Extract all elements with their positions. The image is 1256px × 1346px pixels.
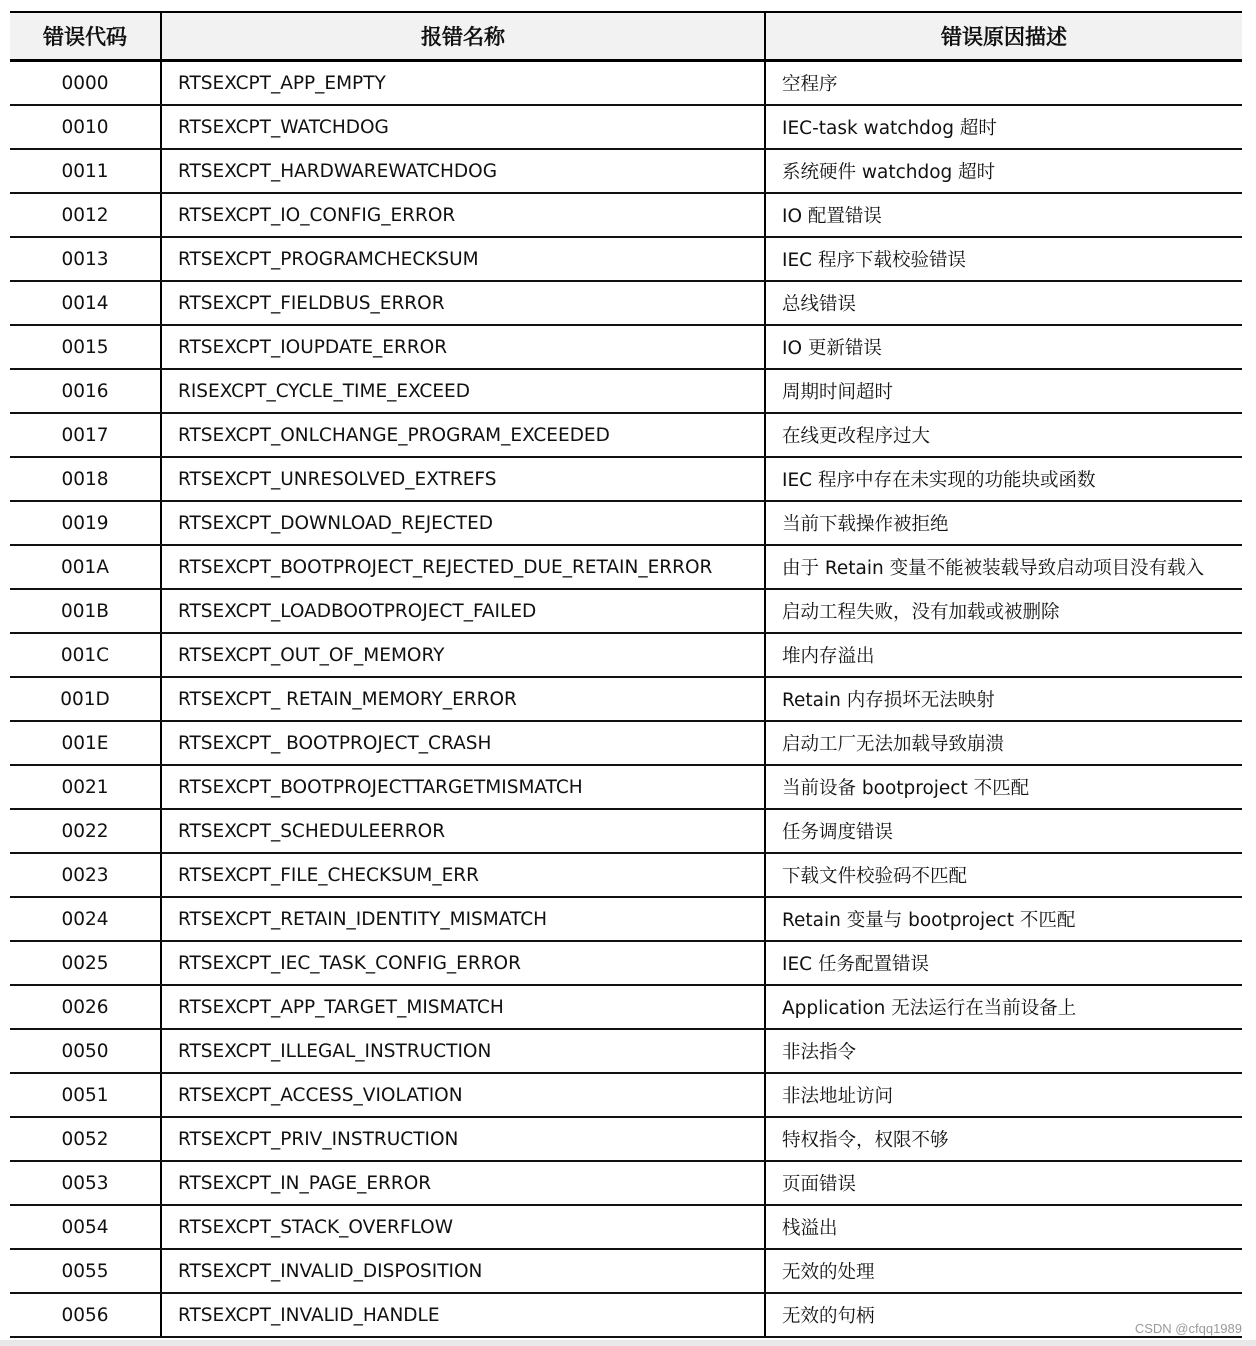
table-row: [10, 985, 1242, 1029]
cell-error-name: RTSEXCPT_PROGRAMCHECKSUM: [161, 237, 765, 281]
cell-error-code: 001C: [10, 633, 161, 677]
cell-error-description: Application 无法运行在当前设备上: [765, 985, 1242, 1029]
cell-error-name: RTSEXCPT_STACK_OVERFLOW: [161, 1205, 765, 1249]
cell-error-description: IO 配置错误: [765, 193, 1242, 237]
table-header-row: [10, 12, 1242, 61]
table-row: [10, 765, 1242, 809]
cell-error-name: RTSEXCPT_DOWNLOAD_REJECTED: [161, 501, 765, 545]
cell-error-description: 无效的处理: [765, 1249, 1242, 1293]
cell-error-name: RISEXCPT_CYCLE_TIME_EXCEED: [161, 369, 765, 413]
cell-error-code: 0024: [10, 897, 161, 941]
table-row: [10, 105, 1242, 149]
cell-error-name: RTSEXCPT_RETAIN_IDENTITY_MISMATCH: [161, 897, 765, 941]
cell-error-code: 0013: [10, 237, 161, 281]
cell-error-name: RTSEXCPT_APP_TARGET_MISMATCH: [161, 985, 765, 1029]
table-row: [10, 281, 1242, 325]
cell-error-code: 0056: [10, 1293, 161, 1337]
table-row: [10, 853, 1242, 897]
header-error-name: 报错名称: [161, 12, 765, 61]
table-row: [10, 589, 1242, 633]
cell-error-name: RTSEXCPT_WATCHDOG: [161, 105, 765, 149]
table-row: [10, 941, 1242, 985]
cell-error-code: 0025: [10, 941, 161, 985]
table-row: [10, 149, 1242, 193]
cell-error-description: 空程序: [765, 61, 1242, 106]
cell-error-code: 0052: [10, 1117, 161, 1161]
cell-error-name: RTSEXCPT_ILLEGAL_INSTRUCTION: [161, 1029, 765, 1073]
table-row: [10, 1249, 1242, 1293]
cell-error-description: IEC 程序下载校验错误: [765, 237, 1242, 281]
cell-error-description: 栈溢出: [765, 1205, 1242, 1249]
cell-error-code: 0014: [10, 281, 161, 325]
cell-error-code: 0017: [10, 413, 161, 457]
cell-error-name: RTSEXCPT_PRIV_INSTRUCTION: [161, 1117, 765, 1161]
cell-error-description: IEC 程序中存在未实现的功能块或函数: [765, 457, 1242, 501]
table-row: [10, 897, 1242, 941]
cell-error-description: 无效的句柄: [765, 1293, 1242, 1337]
cell-error-name: RTSEXCPT_ONLCHANGE_PROGRAM_EXCEEDED: [161, 413, 765, 457]
table-row: [10, 61, 1242, 106]
cell-error-code: 0012: [10, 193, 161, 237]
header-error-code: 错误代码: [10, 12, 161, 61]
cell-error-code: 0055: [10, 1249, 161, 1293]
table-row: [10, 677, 1242, 721]
table-row: [10, 1161, 1242, 1205]
header-error-description: 错误原因描述: [765, 12, 1242, 61]
cell-error-description: 系统硬件 watchdog 超时: [765, 149, 1242, 193]
cell-error-description: 特权指令，权限不够: [765, 1117, 1242, 1161]
cell-error-description: 启动工厂无法加载导致崩溃: [765, 721, 1242, 765]
cell-error-name: RTSEXCPT_IOUPDATE_ERROR: [161, 325, 765, 369]
table-row: [10, 545, 1242, 589]
cell-error-name: RTSEXCPT_BOOTPROJECTTARGETMISMATCH: [161, 765, 765, 809]
cell-error-description: IEC 任务配置错误: [765, 941, 1242, 985]
cell-error-name: RTSEXCPT_ RETAIN_MEMORY_ERROR: [161, 677, 765, 721]
cell-error-name: RTSEXCPT_APP_EMPTY: [161, 61, 765, 106]
cell-error-description: 堆内存溢出: [765, 633, 1242, 677]
table-row: [10, 1029, 1242, 1073]
cell-error-code: 001D: [10, 677, 161, 721]
cell-error-description: 下载文件校验码不匹配: [765, 853, 1242, 897]
table-row: [10, 325, 1242, 369]
cell-error-code: 0000: [10, 61, 161, 106]
table-row: [10, 369, 1242, 413]
cell-error-code: 0010: [10, 105, 161, 149]
cell-error-description: Retain 变量与 bootproject 不匹配: [765, 897, 1242, 941]
cell-error-name: RTSEXCPT_OUT_OF_MEMORY: [161, 633, 765, 677]
table-row: [10, 721, 1242, 765]
cell-error-code: 0018: [10, 457, 161, 501]
cell-error-name: RTSEXCPT_UNRESOLVED_EXTREFS: [161, 457, 765, 501]
cell-error-code: 0054: [10, 1205, 161, 1249]
table-row: [10, 457, 1242, 501]
cell-error-name: RTSEXCPT_INVALID_DISPOSITION: [161, 1249, 765, 1293]
error-code-table: [10, 11, 1242, 1338]
cell-error-name: RTSEXCPT_SCHEDULEERROR: [161, 809, 765, 853]
cell-error-name: RTSEXCPT_FIELDBUS_ERROR: [161, 281, 765, 325]
table-row: [10, 193, 1242, 237]
cell-error-description: 非法地址访问: [765, 1073, 1242, 1117]
cell-error-name: RTSEXCPT_INVALID_HANDLE: [161, 1293, 765, 1337]
cell-error-description: 页面错误: [765, 1161, 1242, 1205]
cell-error-description: 当前下载操作被拒绝: [765, 501, 1242, 545]
cell-error-code: 001B: [10, 589, 161, 633]
cell-error-name: RTSEXCPT_LOADBOOTPROJECT_FAILED: [161, 589, 765, 633]
cell-error-code: 0019: [10, 501, 161, 545]
cell-error-description: 在线更改程序过大: [765, 413, 1242, 457]
cell-error-code: 0051: [10, 1073, 161, 1117]
cell-error-description: 当前设备 bootproject 不匹配: [765, 765, 1242, 809]
cell-error-code: 0026: [10, 985, 161, 1029]
cell-error-code: 0050: [10, 1029, 161, 1073]
cell-error-code: 0016: [10, 369, 161, 413]
cell-error-description: 由于 Retain 变量不能被装载导致启动项目没有载入: [765, 545, 1242, 589]
cell-error-code: 0022: [10, 809, 161, 853]
table-row: [10, 1117, 1242, 1161]
table-row: [10, 413, 1242, 457]
cell-error-description: 总线错误: [765, 281, 1242, 325]
table-row: [10, 809, 1242, 853]
error-code-table-container: [10, 11, 1242, 1340]
cell-error-description: 非法指令: [765, 1029, 1242, 1073]
cell-error-code: 0015: [10, 325, 161, 369]
cell-error-name: RTSEXCPT_BOOTPROJECT_REJECTED_DUE_RETAIN_ERROR: [161, 545, 765, 589]
watermark: CSDN @cfqq1989: [1134, 1321, 1242, 1336]
cell-error-code: 001A: [10, 545, 161, 589]
cell-error-name: RTSEXCPT_IN_PAGE_ERROR: [161, 1161, 765, 1205]
table-row: [10, 633, 1242, 677]
cell-error-description: Retain 内存损坏无法映射: [765, 677, 1242, 721]
cell-error-name: RTSEXCPT_IEC_TASK_CONFIG_ERROR: [161, 941, 765, 985]
cell-error-name: RTSEXCPT_FILE_CHECKSUM_ERR: [161, 853, 765, 897]
cell-error-code: 001E: [10, 721, 161, 765]
table-row: [10, 1073, 1242, 1117]
cell-error-name: RTSEXCPT_IO_CONFIG_ERROR: [161, 193, 765, 237]
cell-error-description: IEC-task watchdog 超时: [765, 105, 1242, 149]
cell-error-description: 周期时间超时: [765, 369, 1242, 413]
cell-error-name: RTSEXCPT_ACCESS_VIOLATION: [161, 1073, 765, 1117]
cell-error-name: RTSEXCPT_HARDWAREWATCHDOG: [161, 149, 765, 193]
cell-error-code: 0023: [10, 853, 161, 897]
cell-error-description: 启动工程失败，没有加载或被删除: [765, 589, 1242, 633]
cell-error-code: 0053: [10, 1161, 161, 1205]
bottom-scroll-area: [0, 1340, 1256, 1346]
cell-error-code: 0021: [10, 765, 161, 809]
cell-error-name: RTSEXCPT_ BOOTPROJECT_CRASH: [161, 721, 765, 765]
cell-error-description: IO 更新错误: [765, 325, 1242, 369]
table-row: [10, 501, 1242, 545]
table-row: [10, 1293, 1242, 1337]
cell-error-description: 任务调度错误: [765, 809, 1242, 853]
table-row: [10, 1205, 1242, 1249]
cell-error-code: 0011: [10, 149, 161, 193]
table-row: [10, 237, 1242, 281]
